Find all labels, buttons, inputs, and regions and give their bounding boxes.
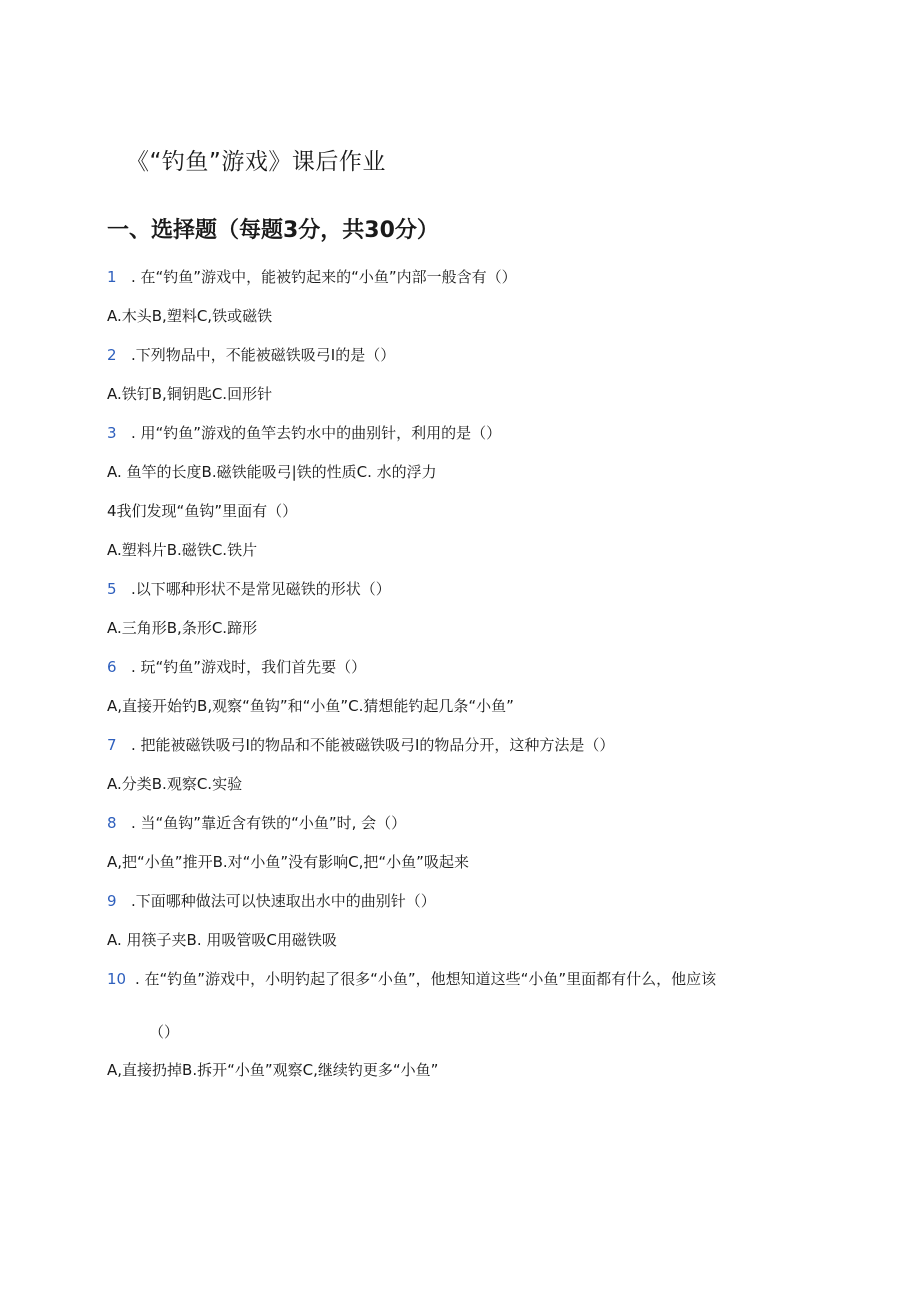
question-7-options: A.分类B.观察C.实验 <box>107 775 243 793</box>
question-9 <box>107 890 436 911</box>
question-text: . 当“鱼钩”靠近含有铁的“小鱼”时, 会（） <box>131 814 407 832</box>
question-text: .以下哪种形状不是常见磁铁的形状（） <box>131 580 391 598</box>
answer-parentheses: （） <box>149 1023 180 1041</box>
document-title: 《“钓鱼”游戏》课后作业 <box>126 149 386 175</box>
question-1-options: A.木头B,塑料C,铁或磁铁 <box>107 307 273 325</box>
question-number: 5 <box>107 580 117 598</box>
question-text: .下面哪种做法可以快速取出水中的曲别针（） <box>131 892 436 910</box>
question-5-options: A.三角形B,条形C.蹄形 <box>107 619 258 637</box>
question-number: 2 <box>107 346 117 364</box>
question-text: . 在“钓鱼”游戏中，能被钓起来的“小鱼”内部一般含有（） <box>131 268 517 286</box>
question-number: 3 <box>107 424 117 442</box>
question-text: . 用“钓鱼”游戏的鱼竿去钓水中的曲别针，利用的是（） <box>131 424 502 442</box>
section-heading: 一、选择题（每题3分，共30分） <box>107 218 439 243</box>
question-text: .下列物品中，不能被磁铁吸弓I的是（） <box>131 346 396 364</box>
question-number: 8 <box>107 814 117 832</box>
question-7 <box>107 734 614 755</box>
question-text: . 在“钓鱼”游戏中，小明钓起了很多“小鱼”，他想知道这些“小鱼”里面都有什么，他应该 <box>135 970 717 988</box>
question-number: 1 <box>107 268 117 286</box>
question-number: 6 <box>107 658 117 676</box>
question-9-options: A. 用筷子夹B. 用吸管吸C用磁铁吸 <box>107 931 337 949</box>
question-2-options: A.铁钉B,铜钥匙C.回形针 <box>107 385 273 403</box>
question-10 <box>107 968 807 990</box>
question-number: 9 <box>107 892 117 910</box>
question-text: . 玩“钓鱼”游戏时，我们首先要（） <box>131 658 367 676</box>
question-10-options: A,直接扔掉B.拆开“小鱼”观察C,继续钓更多“小鱼” <box>107 1061 439 1079</box>
question-8 <box>107 812 406 833</box>
question-8-options: A,把“小鱼”推开B.对“小鱼”没有影响C,把“小鱼”吸起来 <box>107 853 469 871</box>
question-4-options: A.塑料片B.磁铁C.铁片 <box>107 541 258 559</box>
question-3-options: A. 鱼竿的长度B.磁铁能吸弓|铁的性质C. 水的浮力 <box>107 463 437 481</box>
question-text: 4我们发现“鱼钩”里面有（） <box>107 502 298 520</box>
question-5 <box>107 578 391 599</box>
question-text: . 把能被磁铁吸弓I的物品和不能被磁铁吸弓I的物品分开，这种方法是（） <box>131 736 615 754</box>
question-6 <box>107 656 366 677</box>
question-6-options: A,直接开始钓B,观察“鱼钩”和“小鱼”C.猜想能钓起几条“小鱼” <box>107 697 514 715</box>
question-4 <box>107 500 297 521</box>
question-number: 10 <box>107 970 127 988</box>
question-3 <box>107 422 501 443</box>
question-1 <box>107 266 517 287</box>
question-number: 7 <box>107 736 117 754</box>
question-2 <box>107 344 395 365</box>
